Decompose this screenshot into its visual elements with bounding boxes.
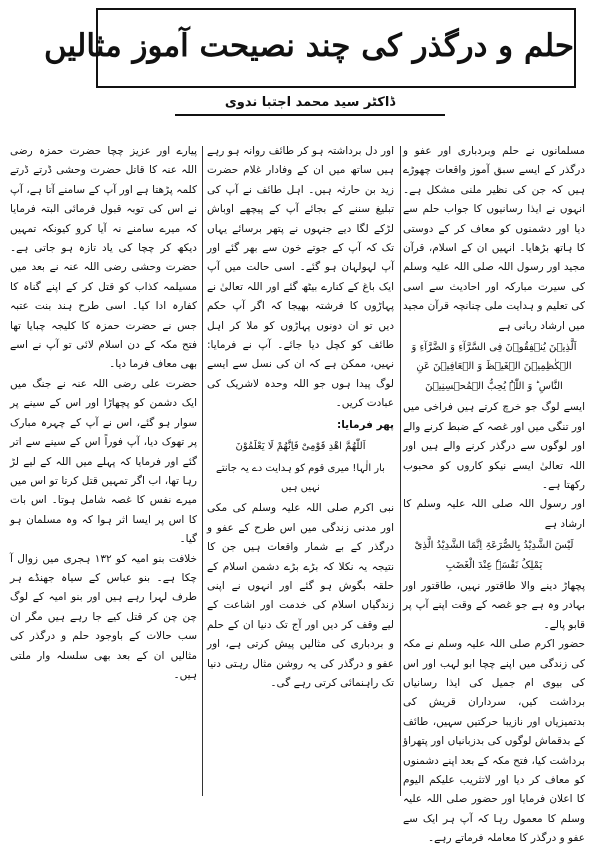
page-title: حلم و درگذر کی چند نصیحت آموز مثالیں [43,28,574,64]
paragraph: خلافت بنو امیہ کو ۱۳۲ ہجری میں زوال آ چکا ہے۔ بنو عباس کے سیاہ جھنڈے ہر طرف لہرا رہے ہیں اور بنو امیہ کے لوگ چن چن کر قتل کیے جا رہے ہیں مگر ان سب حالات کے باوجود حلم و درگذر کی مثالیں ان کے بعد بھی سلسلہ وار ملتی ہیں۔ [10,552,197,681]
paragraph: پیارے اور عزیز چچا حضرت حمزہ رضی اللہ عنہ کا قاتل حضرت وحشی ڈرتے ڈرتے کلمہ پڑھتا ہے اور آپ کے سامنے آتا ہے، آپ نے اس کی توبہ قبول فرمائی البتہ فرمایا کہ میرے سامنے نہ آیا کرو کیونکہ تمہیں دیکھ کر چچا کی یاد تازہ ہو جاتی ہے۔ حضرت وحشی رضی اللہ عنہ نے بعد میں مسیلمہ کذاب کو قتل کر کے اپنے گناہ کا کفارہ ادا کیا۔ اسی طرح ہند بنت عتبہ جس نے حضرت حمزہ کا کلیجہ چبایا تھا فتح مکہ کے دن اسلام لائی تو آپ نے اسے بھی معاف فرما دیا۔ [10,145,197,371]
paragraph: حضور اکرم صلی اللہ علیہ وسلم نے مکہ کی زندگی میں اپنے چچا ابو لہب اور اس کی بیوی ام جمیل کی ایذا رسانیاں برداشت کیں، سرداران قریش کی بدتمیزیاں اور نازیبا حرکتیں سہیں، طائف کے بدقماش لوگوں کی بدزبانیاں اور پتھراؤ برداشت کیا، فتح مکہ کے بعد اپنے دشمنوں کو معاف کر دیا اور لاتثریب علیکم الیوم کا اعلان فرمایا اور حضور صلی اللہ علیہ وسلم کا معمول رہا کہ آپ ہر ایک سے عفو و درگذر کا معاملہ فرماتے رہے۔ [403,638,585,845]
dua-translation: بار الٰہا! میری قوم کو ہدایت دے یہ جانتے نہیں ہیں [216,462,385,493]
column-divider [400,146,401,796]
quran-quote: اَلَّذِیۡنَ یُنۡفِقُوۡنَ فِی السَّرَّآءِ وَ الضَّرَّآءِ وَ الۡکٰظِمِیۡنَ الۡغَیۡظَ وَ الۡعَافِیۡنَ عَنِ النَّاسِ ؕ وَ اللّٰہُ یُحِبُّ الۡمُحۡسِنِیۡنَ [411,342,577,392]
column-divider [202,146,203,796]
column-left [10,142,197,800]
column-right [403,142,585,845]
title-box [43,8,576,88]
paragraph: حضرت علی رضی اللہ عنہ نے جنگ میں ایک دشمن کو پچھاڑا اور اس کے سینے پر سوار ہو گئے، اس نے آپ کے چہرہ مبارک پر تھوک دیا، آپ فوراً اس کے سینے سے اتر گئے اور فرمایا کہ پہلے میں اللہ کے لیے لڑ رہا تھا، اب اگر تمہیں قتل کرتا تو اس میں میرے نفس کا غصہ شامل ہوتا۔ اس بات کا اس پر ایسا اثر ہوا کہ وہ مسلمان ہو گیا۔ [10,377,197,546]
author-byline: ڈاکٹر سید محمد اجتبا ندوی [224,95,396,110]
dua-quote: اَللّٰھُمَّ اھْدِ قَوْمِیْ فَاِنَّھُمْ لَا یَعْلَمُوْنَ [235,441,366,453]
author-underline [175,114,445,116]
paragraph: مسلمانوں نے حلم وبردباری اور عفو و درگذر کے ایسے سبق آموز واقعات چھوڑے ہیں کہ جن کی نظیر ملنی مشکل ہے۔ انہوں نے ایذا رسانیوں کا جواب حلم سے دیا اور دشمنوں کو معاف کر کے دوستی کا ہاتھ بڑھایا۔ انہیں ان کے اسلام، قرآن مجید اور رسول اللہ صلی اللہ علیہ وسلم کی سیرت مبارکہ اور احادیث سے اسی کی تعلیم و ہدایت ملی چنانچہ قرآن مجید میں ارشاد ربانی ہے [403,145,585,332]
sub-heading: پھر فرمایا: [337,418,394,431]
paragraph: اور رسول اللہ صلی اللہ علیہ وسلم کا ارشاد ہے [403,498,585,530]
paragraph: پچھاڑ دینے والا طاقتور نہیں، طاقتور اور بہادر وہ ہے جو غصہ کے وقت اپنے آپ پر قابو پالے۔ [403,579,585,631]
paragraph: نبی اکرم صلی اللہ علیہ وسلم کی مکی اور مدنی زندگی میں اس طرح کے عفو و درگذر کے بے شمار واقعات ہیں جن کا نتیجہ یہ نکلا کہ بڑے بڑے دشمن اسلام کے حلقہ بگوش ہو گئے اور انہوں نے اپنی زندگیاں اسلام کی خدمت اور اشاعت کے لیے وقف کر دیں اور آج تک دنیا ان کے حلم و بردباری کی مثالیں پیش کرتی ہے، اور عفو و درگذر کی یہ روشن مثال رہتی دنیا تک راہنمائی کرتی رہے گی۔ [207,502,394,689]
column-middle [207,142,394,800]
paragraph: ایسے لوگ جو خرچ کرتے ہیں فراخی میں اور تنگی میں اور غصہ کے ضبط کرنے والے اور لوگوں سے درگذر کرنے والے ہیں اور اللہ تعالیٰ ایسے نیکو کاروں کو محبوب رکھتا ہے۔ [403,401,585,491]
hadith-quote: لَیْسَ الشَّدِیْدُ بِالصُّرَعَۃِ اِنَّمَا الشَّدِیْدُ الَّذِیْ یَمْلِکُ نَفْسَہٗ عِنْدَ الْغَضَبِ [414,540,574,571]
paragraph: اور دل برداشتہ ہو کر طائف روانہ ہو رہے ہیں ساتھ میں ان کے وفادار غلام حضرت زید بن حارثہ ہیں۔ اہل طائف نے آپ کی تبلیغ سننے کے بجائے آپ کے پیچھے اوباش لڑکے لگا دیے جنہوں نے پتھر برسائے یہاں تک کہ آپ کے جوتے خون سے بھر گئے اور آپ لہولہان ہو گئے۔ اسی حالت میں آپ ایک باغ کے کنارے بیٹھ گئے اور اللہ تعالیٰ نے پہاڑوں کا فرشتہ بھیجا کہ اگر آپ حکم دیں تو ان دونوں پہاڑوں کو ملا کر اہل طائف کو کچل دیا جائے۔ آپ نے فرمایا: نہیں، ممکن ہے کہ ان کی نسل سے ایسے لوگ پیدا ہوں جو اللہ وحدہ لاشریک کی عبادت کریں۔ [207,145,394,410]
